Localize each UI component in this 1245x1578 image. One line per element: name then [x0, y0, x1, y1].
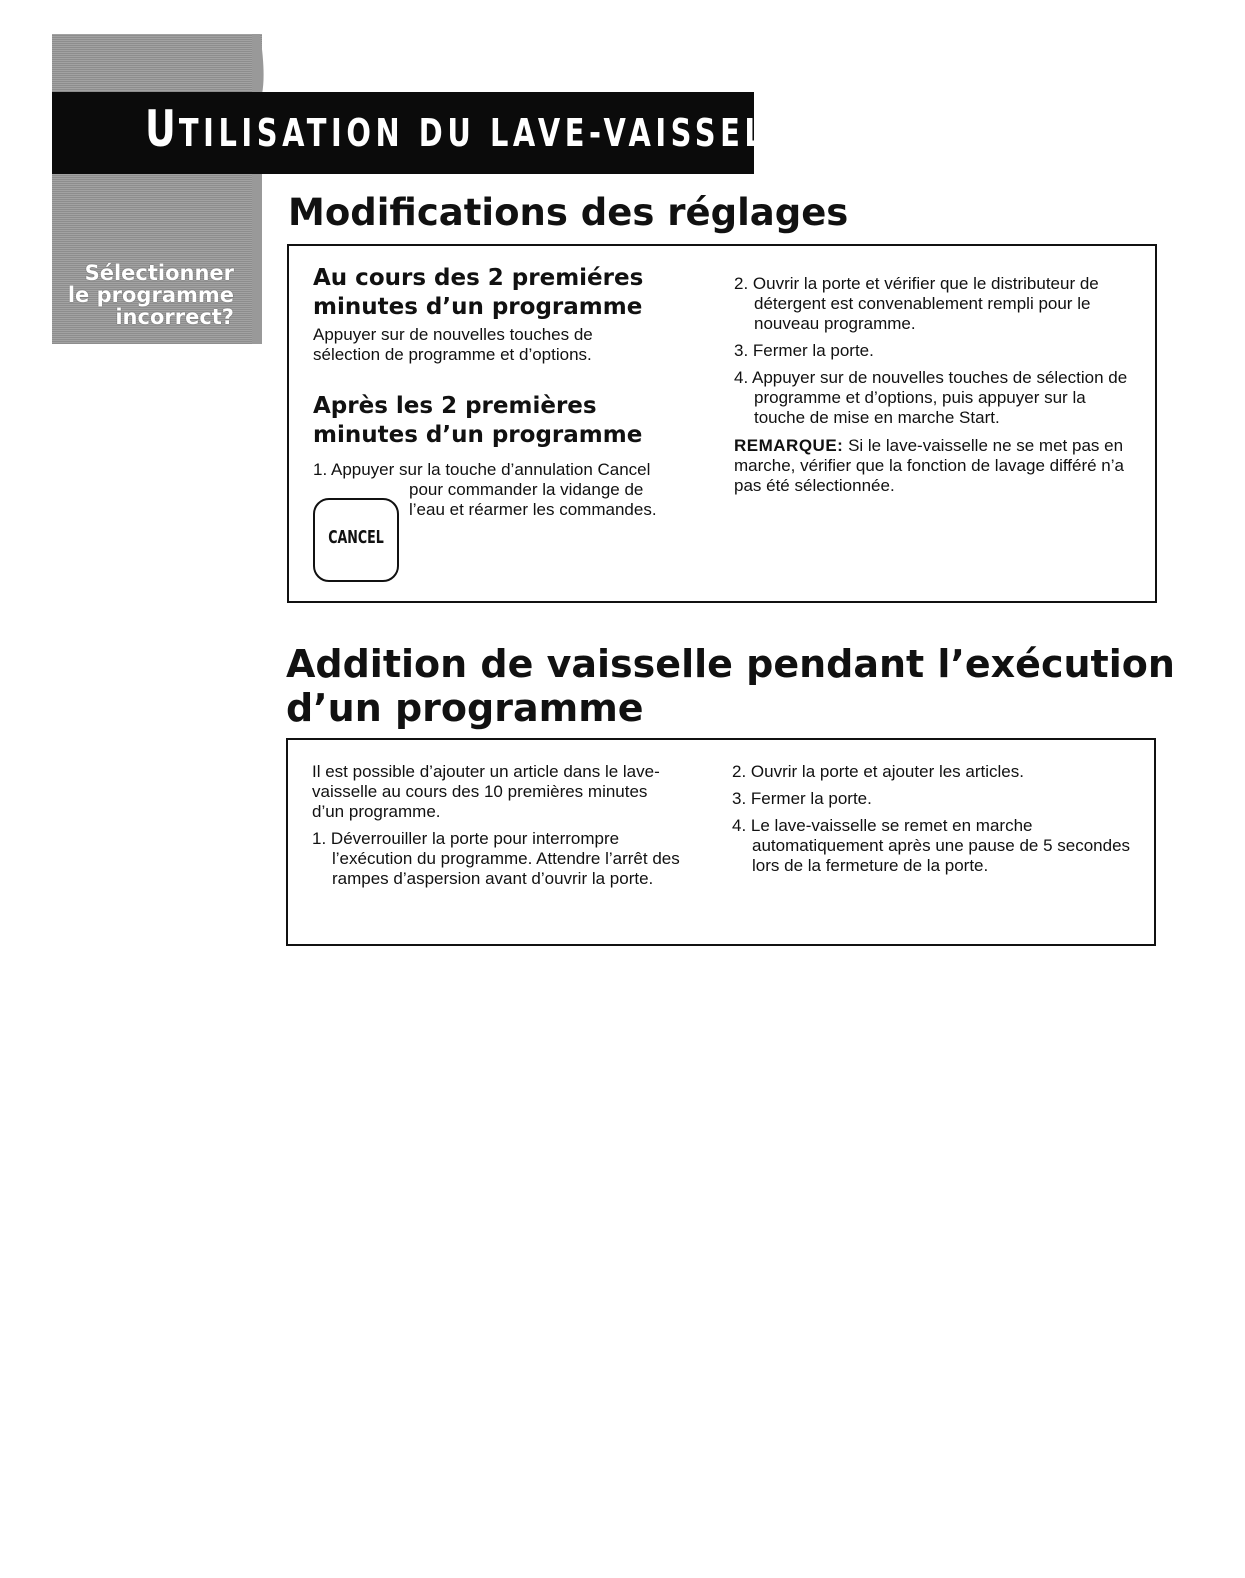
- section1-left-column: [313, 264, 713, 520]
- section1-remark: [734, 436, 1134, 496]
- section1-title: Modifications des réglages: [288, 191, 849, 234]
- section1-heading2-line1: Après les 2 premières: [313, 393, 597, 419]
- section2-box: [286, 738, 1156, 946]
- section2-title-line2: d’un programme: [286, 686, 644, 730]
- section1-para1: Appuyer sur de nouvelles touches de sélection de programme et d’options.: [313, 325, 593, 364]
- section1-heading1-line1: Au cours des 2 premiéres: [313, 265, 644, 291]
- section2-left-steps: [312, 829, 702, 889]
- side-label-line2: le programme: [67, 283, 234, 307]
- section1-step1-line2: pour commander la vidange de: [409, 480, 644, 499]
- section1-box: [287, 244, 1157, 603]
- side-label-line1: Sélectionner: [84, 261, 234, 285]
- remark-label: REMARQUE:: [734, 436, 844, 455]
- page-title-initial: U: [145, 100, 179, 158]
- section2-title: [286, 642, 1186, 730]
- list-item: 3. Fermer la porte.: [734, 341, 874, 360]
- section2-left-column: [312, 762, 702, 896]
- section1-heading2-line2: minutes d’un programme: [313, 422, 643, 448]
- section2-intro: Il est possible d’ajouter un article dans le lave-vaisselle au cours des 10 premières minutes d’un programme.: [312, 762, 660, 821]
- list-item: 1. Déverrouiller la porte pour interrompre l’exécution du programme. Attendre l’arrêt des rampes d’aspersion avant d’ouvrir la porte.: [312, 829, 680, 888]
- section2-right-steps: [732, 762, 1132, 876]
- section1-step1-num: 1.: [313, 460, 328, 479]
- remark-text: Si le lave-vaisselle ne se met pas en marche, vérifier que la fonction de lavage différé n’a pas été sélectionnée.: [734, 436, 1124, 495]
- side-label: [58, 262, 234, 328]
- section2-title-line1: Addition de vaisselle pendant l’exécution: [286, 642, 1175, 686]
- section2-right-column: [732, 762, 1132, 883]
- tab-edge: [252, 34, 272, 344]
- section1-heading1-line2: minutes d’un programme: [313, 294, 643, 320]
- list-item: 4. Le lave-vaisselle se remet en marche automatiquement après une pause de 5 secondes lors de la fermeture de la porte.: [732, 816, 1131, 875]
- side-label-line3: incorrect?: [115, 305, 234, 329]
- list-item: 2. Ouvrir la porte et vérifier que le distributeur de détergent est convenablement rempli pour le nouveau programme.: [734, 274, 1099, 333]
- page-title: [145, 100, 815, 158]
- page-title-rest: TILISATION DU LAVE-VAISSELLE: [178, 111, 815, 155]
- cancel-button-illustration: [313, 498, 399, 582]
- section1-right-column: [734, 274, 1134, 496]
- section1-step1-line1: Appuyer sur la touche d’annulation Cancel: [330, 460, 651, 479]
- list-item: 2. Ouvrir la porte et ajouter les articles.: [732, 762, 1024, 781]
- list-item: 3. Fermer la porte.: [732, 789, 872, 808]
- section1-steps: [734, 274, 1134, 428]
- section1-step1-line3: l’eau et réarmer les commandes.: [409, 500, 657, 519]
- list-item: 4. Appuyer sur de nouvelles touches de sélection de programme et d’options, puis appuyer sur la touche de mise en marche Start.: [734, 368, 1128, 427]
- cancel-button-label: CANCEL: [328, 527, 384, 548]
